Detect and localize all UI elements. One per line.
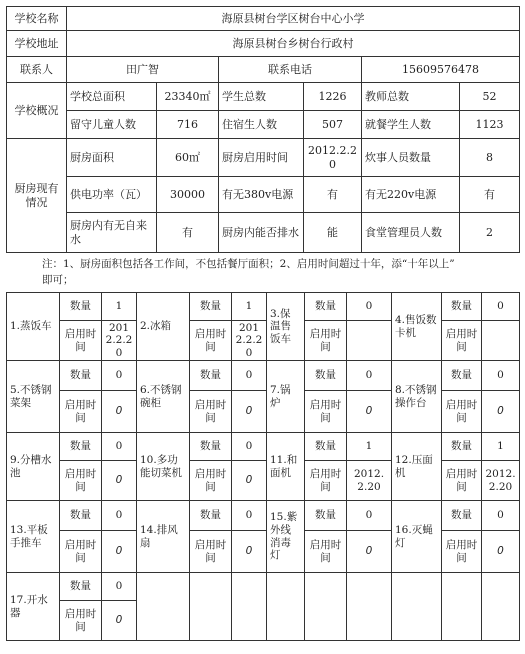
qty-label: 数量 xyxy=(190,501,232,531)
v380-label: 有无380v电源 xyxy=(219,177,304,213)
document-page xyxy=(6,6,519,641)
time-label: 启用时间 xyxy=(190,391,232,433)
qty-value: 0 xyxy=(232,433,267,461)
meals: 1123 xyxy=(460,111,520,139)
school-info-table xyxy=(6,6,520,253)
time-label: 启用时间 xyxy=(442,321,482,361)
time-label: 启用时间 xyxy=(305,461,347,501)
v220-label: 有无220v电源 xyxy=(362,177,460,213)
qty-value: 0 xyxy=(102,361,137,391)
empty-cell xyxy=(482,573,520,641)
contact: 田广智 xyxy=(67,57,219,83)
qty-label: 数量 xyxy=(60,573,102,601)
cooks: 8 xyxy=(460,139,520,177)
time-value: 0 xyxy=(232,531,267,573)
boarding-label: 住宿生人数 xyxy=(219,111,304,139)
time-label: 启用时间 xyxy=(60,601,102,641)
power-label: 供电功率（瓦） xyxy=(67,177,157,213)
time-label: 启用时间 xyxy=(305,391,347,433)
equipment-name: 3.保温售饭车 xyxy=(267,293,305,361)
qty-value: 0 xyxy=(232,361,267,391)
qty-label: 数量 xyxy=(442,361,482,391)
qty-value: 0 xyxy=(232,501,267,531)
equipment-name: 11.和面机 xyxy=(267,433,305,501)
time-value: 0 xyxy=(482,391,520,433)
contact-label: 联系人 xyxy=(7,57,67,83)
qty-label: 数量 xyxy=(442,433,482,461)
school-name: 海原县树台学区树台中心小学 xyxy=(67,7,520,31)
empty-cell xyxy=(232,573,267,641)
qty-value: 0 xyxy=(482,293,520,321)
kitchen-start-label: 厨房启用时间 xyxy=(219,139,304,177)
qty-label: 数量 xyxy=(60,501,102,531)
equipment-name: 1.蒸饭车 xyxy=(7,293,60,361)
time-value: 0 xyxy=(102,461,137,501)
time-value xyxy=(482,321,520,361)
qty-value: 0 xyxy=(102,433,137,461)
qty-value: 0 xyxy=(347,293,392,321)
time-value: 2012.2.20 xyxy=(347,461,392,501)
left-behind-label: 留守儿童人数 xyxy=(67,111,157,139)
power: 30000 xyxy=(157,177,219,213)
time-value: 0 xyxy=(102,601,137,641)
qty-value: 0 xyxy=(482,501,520,531)
qty-label: 数量 xyxy=(190,361,232,391)
overview-label: 学校概况 xyxy=(7,83,67,139)
equipment-name: 8.不锈钢操作台 xyxy=(392,361,442,433)
school-name-label: 学校名称 xyxy=(7,7,67,31)
qty-label: 数量 xyxy=(190,433,232,461)
equipment-name: 6.不锈钢碗柜 xyxy=(137,361,190,433)
empty-cell xyxy=(305,573,347,641)
empty-cell xyxy=(190,573,232,641)
empty-cell xyxy=(442,573,482,641)
equipment-name: 17.开水器 xyxy=(7,573,60,641)
equipment-name: 12.压面机 xyxy=(392,433,442,501)
drain: 能 xyxy=(304,213,362,253)
qty-value: 0 xyxy=(482,361,520,391)
qty-label: 数量 xyxy=(305,361,347,391)
qty-label: 数量 xyxy=(305,293,347,321)
qty-label: 数量 xyxy=(442,293,482,321)
qty-value: 0 xyxy=(102,501,137,531)
equipment-name: 16.灭蝇灯 xyxy=(392,501,442,573)
qty-value: 0 xyxy=(102,573,137,601)
cooks-label: 炊事人员数量 xyxy=(362,139,460,177)
time-label: 启用时间 xyxy=(305,531,347,573)
area: 23340㎡ xyxy=(157,83,219,111)
phone: 15609576478 xyxy=(362,57,520,83)
kitchen-area-label: 厨房面积 xyxy=(67,139,157,177)
qty-label: 数量 xyxy=(60,433,102,461)
phone-label: 联系电话 xyxy=(219,57,362,83)
qty-label: 数量 xyxy=(305,501,347,531)
qty-label: 数量 xyxy=(60,361,102,391)
time-label: 启用时间 xyxy=(60,531,102,573)
boarding: 507 xyxy=(304,111,362,139)
address: 海原县树台乡树台行政村 xyxy=(67,31,520,57)
equipment-table xyxy=(6,292,520,641)
time-label: 启用时间 xyxy=(190,461,232,501)
empty-cell xyxy=(137,573,190,641)
time-value: 0 xyxy=(482,531,520,573)
qty-value: 1 xyxy=(347,433,392,461)
time-label: 启用时间 xyxy=(60,461,102,501)
equipment-name: 4.售饭数卡机 xyxy=(392,293,442,361)
time-label: 启用时间 xyxy=(442,531,482,573)
equipment-name: 14.排风扇 xyxy=(137,501,190,573)
empty-cell xyxy=(392,573,442,641)
time-value: 2012.2.20 xyxy=(482,461,520,501)
time-label: 启用时间 xyxy=(60,391,102,433)
teachers-label: 教师总数 xyxy=(362,83,460,111)
kitchen-start: 2012.2.20 xyxy=(304,139,362,177)
empty-cell xyxy=(267,573,305,641)
qty-label: 数量 xyxy=(190,293,232,321)
time-value: 0 xyxy=(102,531,137,573)
equipment-name: 13.平板手推车 xyxy=(7,501,60,573)
qty-value: 1 xyxy=(102,293,137,321)
v380: 有 xyxy=(304,177,362,213)
area-label: 学校总面积 xyxy=(67,83,157,111)
qty-value: 0 xyxy=(347,361,392,391)
canteen-mgr: 2 xyxy=(460,213,520,253)
students-label: 学生总数 xyxy=(219,83,304,111)
time-label: 启用时间 xyxy=(442,461,482,501)
time-value xyxy=(347,321,392,361)
v220: 有 xyxy=(460,177,520,213)
qty-label: 数量 xyxy=(442,501,482,531)
equipment-name: 2.冰箱 xyxy=(137,293,190,361)
time-label: 启用时间 xyxy=(305,321,347,361)
kitchen-label: 厨房现有情况 xyxy=(7,139,67,253)
time-value: 2012.2.20 xyxy=(102,321,137,361)
time-value: 2012.2.20 xyxy=(232,321,267,361)
note-line-1: 注：1、厨房面积包括各工作间，不包括餐厅面积；2、启用时间超过十年，添“十年以上” xyxy=(42,258,455,270)
kitchen-area: 60㎡ xyxy=(157,139,219,177)
time-value: 0 xyxy=(347,531,392,573)
equipment-name: 5.不锈钢菜架 xyxy=(7,361,60,433)
time-value: 0 xyxy=(102,391,137,433)
equipment-name: 15.紫外线消毒灯 xyxy=(267,501,305,573)
time-value: 0 xyxy=(232,461,267,501)
time-label: 启用时间 xyxy=(442,391,482,433)
time-label: 启用时间 xyxy=(190,321,232,361)
qty-label: 数量 xyxy=(60,293,102,321)
time-label: 启用时间 xyxy=(60,321,102,361)
water-label: 厨房内有无自来水 xyxy=(67,213,157,253)
water: 有 xyxy=(157,213,219,253)
drain-label: 厨房内能否排水 xyxy=(219,213,304,253)
left-behind: 716 xyxy=(157,111,219,139)
canteen-mgr-label: 食堂管理员人数 xyxy=(362,213,460,253)
qty-value: 1 xyxy=(232,293,267,321)
qty-value: 0 xyxy=(347,501,392,531)
time-label: 启用时间 xyxy=(190,531,232,573)
qty-value: 1 xyxy=(482,433,520,461)
time-value: 0 xyxy=(232,391,267,433)
equipment-name: 10.多功能切菜机 xyxy=(137,433,190,501)
teachers: 52 xyxy=(460,83,520,111)
equipment-name: 7.锅炉 xyxy=(267,361,305,433)
students: 1226 xyxy=(304,83,362,111)
meals-label: 就餐学生人数 xyxy=(362,111,460,139)
table-note xyxy=(6,253,519,292)
empty-cell xyxy=(347,573,392,641)
equipment-name: 9.分槽水池 xyxy=(7,433,60,501)
time-value: 0 xyxy=(347,391,392,433)
note-line-2: 即可； xyxy=(42,274,74,286)
qty-label: 数量 xyxy=(305,433,347,461)
address-label: 学校地址 xyxy=(7,31,67,57)
